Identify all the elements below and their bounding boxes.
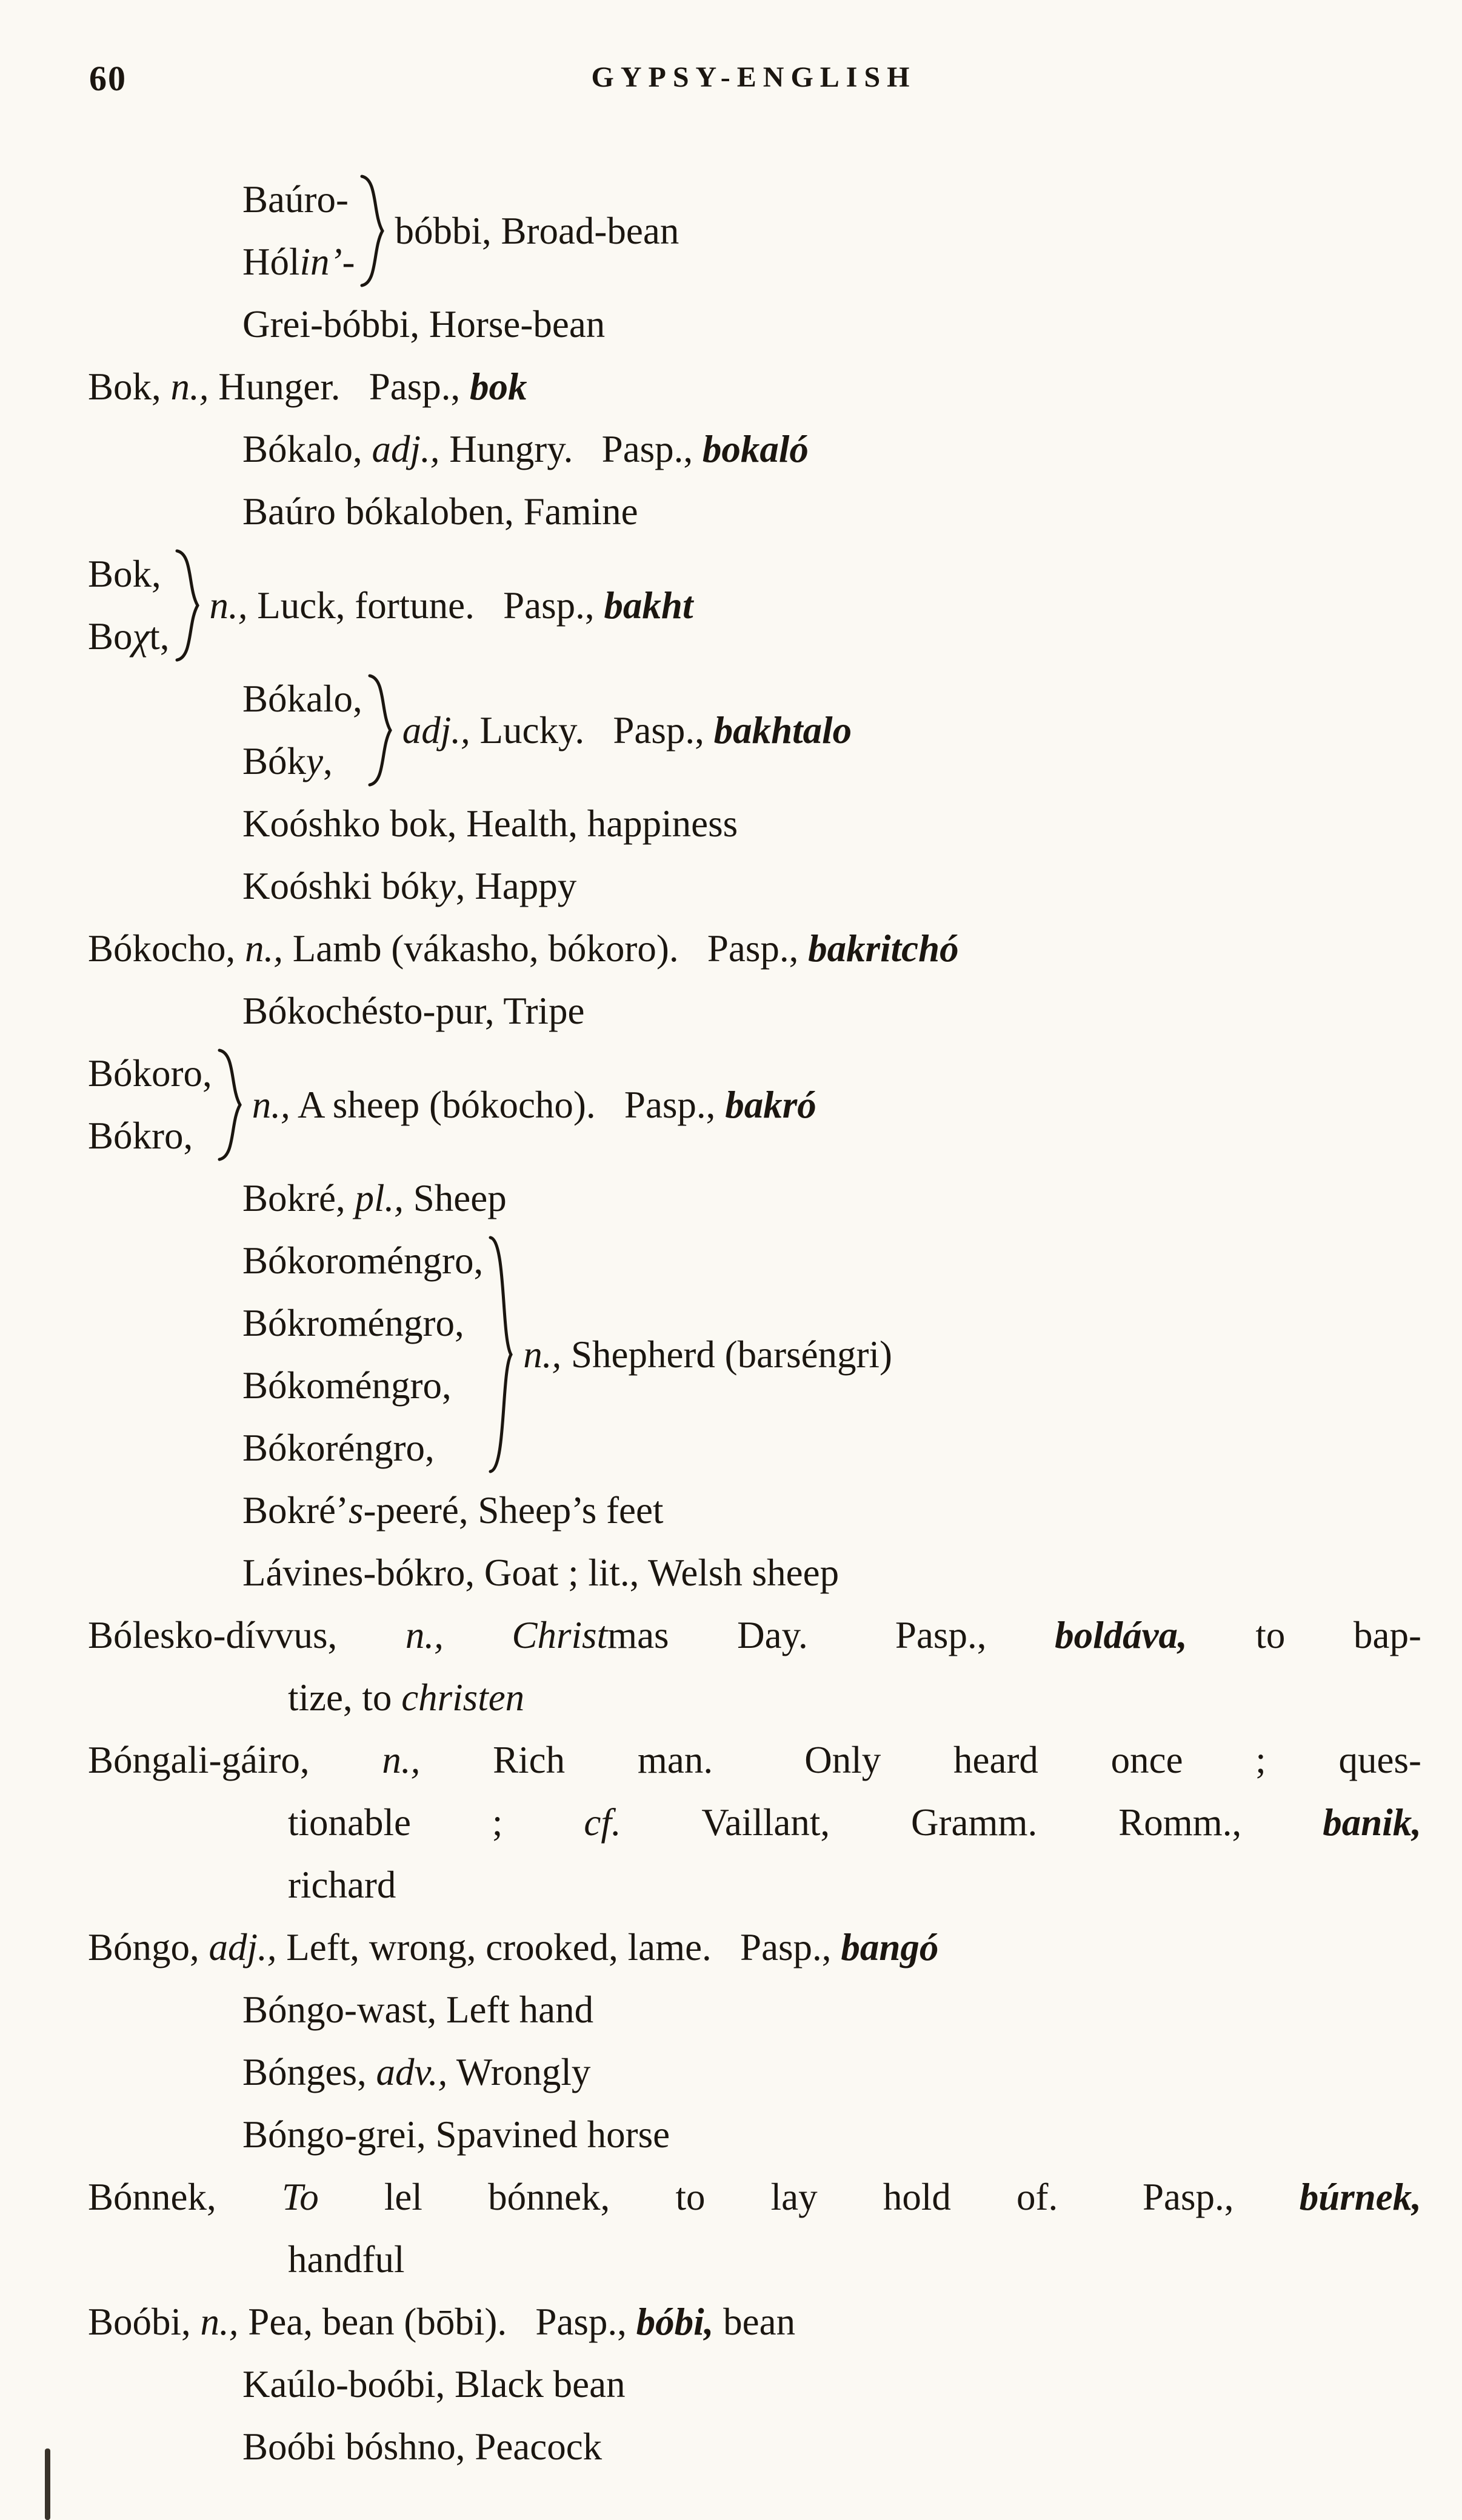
scan-artifact [45,2448,50,2520]
text-segment: Bókocho, [88,927,245,970]
text-segment: Bókochésto-pur, Tripe [242,990,585,1032]
entry-variant [88,543,170,605]
text-segment: Pea, bean (bōbi). Pasp., [238,2301,636,2343]
text-segment: Grei-bóbbi, Horse-bean [242,303,606,345]
text-segment: Christ [512,1614,608,1656]
text-segment: Bóngo, [88,1926,209,1968]
text-segment: bangó [841,1926,939,1968]
text-segment: χ [132,615,150,658]
text-segment: adj., [402,708,470,752]
text-segment: bakró [725,1083,816,1126]
entry-variant [242,1292,483,1355]
text-segment: s [348,1489,364,1532]
text-segment: Koóshko bok, Health, happiness [242,802,738,845]
entry-line [88,1667,1421,1729]
text-segment: n., [170,365,209,408]
entry-line [88,1979,1421,2041]
text-segment: Bok, [88,365,171,408]
entry-line [88,918,1421,980]
text-segment: y [438,865,456,907]
text-segment: n., [523,1333,562,1376]
entry-variant [242,1355,483,1417]
entry-variant [242,668,362,730]
brace-glyph [358,174,386,288]
text-segment: tize, to [288,1676,402,1719]
text-segment: Vaillant, Gramm. Romm., [621,1801,1323,1844]
text-segment: banik, [1323,1801,1421,1844]
entry-variants [88,1042,212,1167]
text-segment: n., [244,927,283,970]
entry-definition [402,699,852,762]
text-segment: bóbi, [636,2301,714,2343]
entry-variant [242,168,355,231]
text-segment: Bókoroméngro, [242,1239,484,1282]
entry-line [88,1604,1421,1667]
text-segment: cf. [584,1801,621,1844]
text-segment: tionable ; [288,1801,584,1844]
entry-line [88,481,1421,543]
text-segment: n., [382,1739,421,1781]
text-segment: Bókro, [88,1115,193,1157]
entry-line [88,1854,1421,1916]
entry-variant [88,1105,212,1167]
brace-glyph [487,1235,515,1474]
text-segment: n., [405,1614,444,1656]
text-segment: n., [209,584,248,627]
entry-line [88,2041,1421,2104]
text-segment: Kaúlo-boóbi, Black bean [242,2363,626,2405]
text-segment: Bólesko-dívvus, [88,1614,406,1656]
text-segment: Bóngali-gáiro, [88,1739,382,1781]
entry-line [88,855,1421,918]
entry-brace-group [88,1042,1421,1167]
text-segment: Hól [242,241,300,283]
text-segment: t, [149,615,170,658]
text-segment: - [342,241,355,283]
entry-definition [210,575,693,637]
text-segment: Bókoréngro, [242,1427,435,1469]
brace-glyph [366,673,394,787]
text-segment: Lamb (vákasho, bókoro). Pasp., [282,927,809,970]
text-segment: bakritchó [808,927,959,970]
entry-line [88,2228,1421,2291]
text-segment: bóbbi, Broad-bean [395,209,679,252]
entry-variant [242,1230,483,1292]
entry-variants [242,168,355,293]
text-segment: Bónges, [242,2051,376,2093]
entry-line [88,980,1421,1042]
text-segment: christen [401,1676,525,1719]
entry-variant [242,231,355,293]
text-segment: to bap- [1187,1614,1421,1656]
entry-variant [88,605,170,668]
page-number: 60 [89,59,127,98]
text-segment: adj., [209,1926,277,1968]
text-segment: Rich man. Only heard once ; ques- [420,1739,1421,1781]
entry-variant [242,1417,483,1479]
text-segment: , Happy [455,865,577,907]
text-segment: Baúro- [242,178,349,221]
text-segment: Lucky. Pasp., [470,708,714,752]
brace-glyph [173,548,201,662]
text-segment: Bokré’ [242,1489,349,1532]
text-segment: Luck, fortune. Pasp., [247,584,604,627]
entry-definition [252,1074,816,1136]
text-segment: in’ [299,241,342,283]
text-segment: Koóshki bók [242,865,439,907]
entries-container [88,168,1421,2478]
entry-variants [242,668,362,793]
text-segment: Bókalo, [242,428,372,470]
text-segment: Hunger. Pasp., [209,365,470,408]
text-segment: Boóbi, [88,2301,201,2343]
entry-line [88,2166,1421,2228]
text-segment: Baúro bókaloben, Famine [242,490,638,533]
text-segment: lel bónnek, to lay hold of. Pasp., [318,2176,1300,2218]
entry-definition [395,200,679,262]
entry-brace-group [88,168,1421,293]
entry-line [88,2416,1421,2478]
entry-line [88,1729,1421,1792]
entry-line [88,356,1421,418]
text-segment: Wrongly [447,2051,591,2093]
text-segment: bakhtalo [713,708,852,752]
text-segment: Bónnek, [88,2176,282,2218]
text-segment: Bo [88,615,133,658]
entry-variants [88,543,170,668]
text-segment: pl., [355,1177,404,1219]
text-segment: Shepherd (barséngri) [561,1333,893,1376]
text-segment: bean [713,2301,796,2343]
text-segment: Lávines-bókro, Goat ; lit., Welsh sheep [242,1552,839,1594]
text-segment: Bóngo-grei, Spavined horse [242,2113,670,2156]
text-segment: Hungry. Pasp., [439,428,703,470]
running-head: GYPSY-ENGLISH [591,61,916,93]
text-segment: Boóbi bóshno, Peacock [242,2425,602,2468]
entry-variant [88,1042,212,1105]
entry-brace-group [88,668,1421,793]
text-segment: adv., [376,2051,448,2093]
text-segment: n., [200,2301,239,2343]
entry-line [88,1916,1421,1979]
text-segment: richard [288,1864,396,1906]
text-segment: mas Day. Pasp., [607,1614,1055,1656]
text-segment: y [306,740,323,782]
text-segment: Bóngo-wast, Left hand [242,1988,594,2031]
text-segment: handful [288,2238,405,2281]
text-segment: búrnek, [1299,2176,1421,2218]
entry-line [88,293,1421,356]
entry-line [88,1479,1421,1542]
text-segment: A sheep (bókocho). Pasp., [290,1083,726,1126]
text-segment: bok [470,365,527,408]
text-segment: Bókoméngro, [242,1364,452,1407]
entry-line [88,1792,1421,1854]
entry-variants [242,1230,483,1479]
text-segment: Bokré, [242,1177,355,1219]
text-segment: bakht [604,584,693,627]
entry-variant [242,730,362,793]
text-segment: , [323,740,333,782]
entry-line [88,418,1421,481]
entry-brace-group [88,543,1421,668]
text-segment: Bókroméngro, [242,1302,464,1344]
entry-line [88,1167,1421,1230]
text-segment: n., [252,1083,290,1126]
text-segment: Bókoro, [88,1052,212,1095]
entry-definition [523,1324,892,1386]
text-segment: Left, wrong, crooked, lame. Pasp., [276,1926,841,1968]
text-segment [444,1614,512,1656]
entry-line [88,1542,1421,1604]
text-segment: adj., [372,428,440,470]
text-segment: bokaló [702,428,809,470]
text-segment: boldáva, [1055,1614,1187,1656]
page-header [88,58,1420,107]
text-segment: Bók [242,740,307,782]
entry-line [88,2291,1421,2353]
text-segment: -peeré, Sheep’s feet [363,1489,664,1532]
entry-line [88,793,1421,855]
brace-glyph [216,1048,244,1162]
entry-brace-group [88,1230,1421,1479]
text-segment: Sheep [403,1177,507,1219]
entry-line [88,2353,1421,2416]
text-segment: Bókalo, [242,678,362,720]
text-segment: Bok, [88,553,161,595]
text-segment: To [281,2176,319,2218]
entry-line [88,2104,1421,2166]
